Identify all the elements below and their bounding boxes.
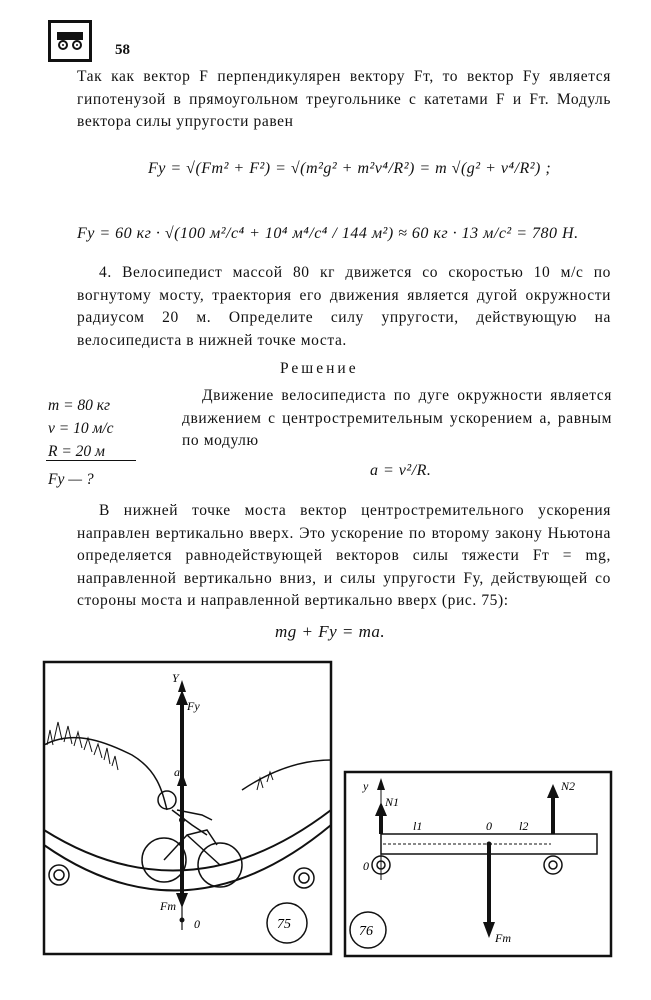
force-ft-label: Fт bbox=[160, 899, 176, 913]
solution-text: Движение велосипедиста по дуге окружности является движением с центростремительным ускорением a, равным по модулю bbox=[182, 387, 612, 449]
cart-icon bbox=[48, 20, 92, 62]
given-divider bbox=[46, 460, 136, 461]
find-unknown: Fу — ? bbox=[48, 471, 94, 488]
given-block bbox=[48, 394, 138, 463]
problem-4-text: 4. Велосипедист массой 80 кг движется со скоростью 10 м/с по вогнутому мосту, траектория его движения является дугой окружности радиусом 20 м. Определите силу упругости, действующую на велосипедиста в нижней точке моста. bbox=[77, 264, 611, 349]
formula-centripetal: a = v²/R. bbox=[370, 462, 432, 479]
paragraph-newton: В нижней точке моста вектор центростремительного ускорения направлен вертикально вверх. Это ускорение по второму закону Ньютона определяется равнодействующей векторов силы тяжести Fт = mg, направленной вертикально вниз, и силы упругости Fу, действующей со стороны моста и направленной вертикально вверх (рис. 75): bbox=[77, 502, 611, 609]
given-velocity: v = 10 м/с bbox=[48, 420, 114, 437]
figure-76-number: 76 bbox=[359, 924, 373, 939]
acceleration-label: a bbox=[174, 765, 180, 779]
y-axis-76-label: y bbox=[363, 779, 369, 793]
dimension-l2-label: l2 bbox=[519, 819, 529, 833]
force-ft76-label: Fт bbox=[495, 931, 511, 945]
y-axis-label: Y bbox=[172, 671, 179, 685]
force-n1-label: N1 bbox=[385, 795, 400, 809]
center-label: 0 bbox=[486, 819, 492, 833]
given-mass: m = 80 кг bbox=[48, 397, 111, 414]
figure-75-cyclist bbox=[42, 660, 334, 958]
formula-force-modulus: Fу = √(Fт² + F²) = √(m²g² + m²v⁴/R²) = m √(g² + v⁴/R²) ; bbox=[148, 160, 552, 177]
force-fy-label: Fу bbox=[187, 699, 200, 713]
origin-label: 0 bbox=[194, 917, 200, 931]
origin-76-label: 0 bbox=[363, 859, 369, 873]
force-n2-label: N2 bbox=[561, 779, 576, 793]
given-radius: R = 20 м bbox=[48, 443, 105, 460]
formula-force-numeric: Fу = 60 кг · √(100 м²/с⁴ + 10⁴ м⁴/с⁴ / 144 м²) ≈ 60 кг · 13 м/с² = 780 Н. bbox=[77, 225, 579, 242]
figure-75-number: 75 bbox=[277, 917, 291, 932]
paragraph-vector-explanation: Так как вектор F перпендикулярен вектору Fт, то вектор Fу является гипотенузой в прямоугольном треугольнике с катетами F и Fт. Модуль вектора силы упругости равен bbox=[77, 68, 611, 130]
formula-newton-second-law: mg + Fу = ma. bbox=[275, 622, 386, 641]
origin-point bbox=[180, 918, 185, 923]
dimension-l1-label: l1 bbox=[413, 819, 423, 833]
figure-76-beam bbox=[343, 770, 613, 958]
page-number: 58 bbox=[115, 42, 130, 58]
solution-heading: Решение bbox=[280, 360, 359, 377]
